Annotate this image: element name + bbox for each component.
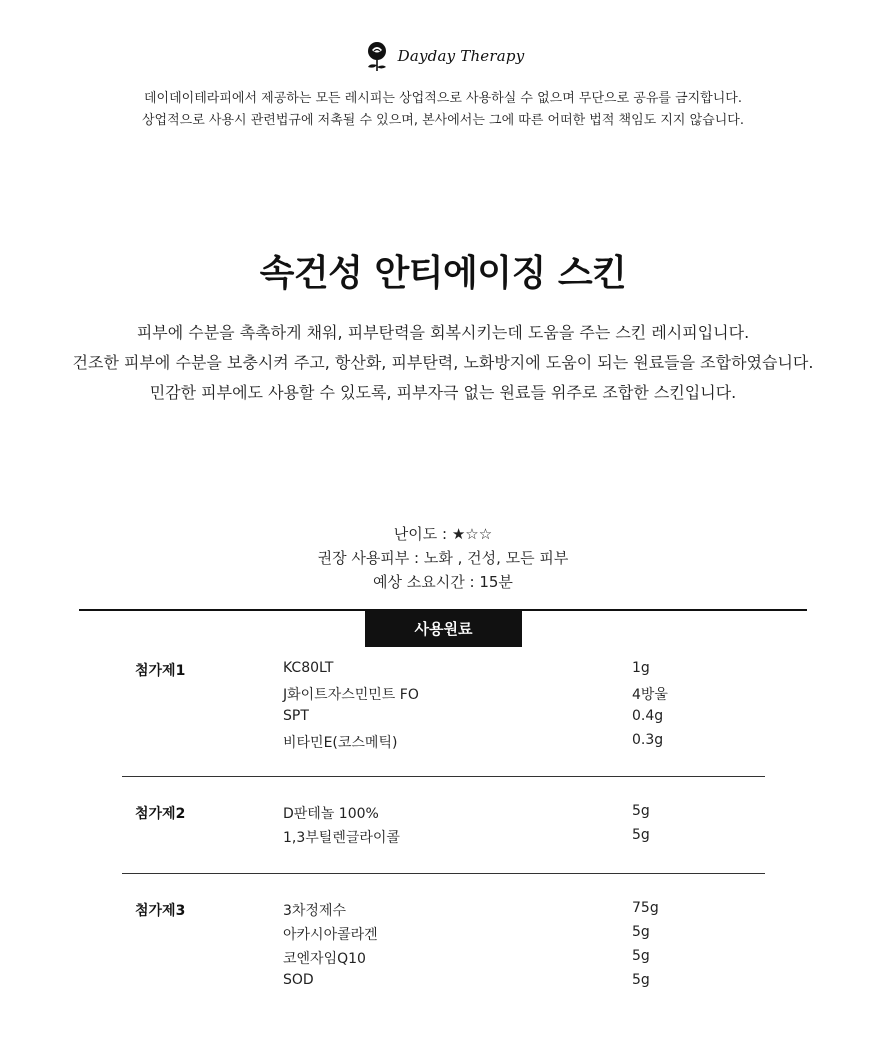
ingredient-amount: 5g <box>632 803 650 819</box>
group-separator <box>122 873 765 874</box>
ingredient-row <box>0 660 886 684</box>
ingredient-amount: 75g <box>632 900 659 916</box>
ingredient-row <box>0 708 886 732</box>
estimated-time: 예상 소요시간 : 15분 <box>373 573 513 591</box>
rose-icon <box>362 40 392 72</box>
group-label: 첨가제2 <box>135 806 186 822</box>
ingredient-amount: 4방울 <box>632 687 668 703</box>
ingredient-name: 1,3부틸렌글라이콜 <box>283 830 400 846</box>
ingredient-row <box>0 827 886 851</box>
ingredient-name: 3차정제수 <box>283 903 347 919</box>
recommended-skin-type: 권장 사용피부 : 노화 , 건성, 모든 피부 <box>317 549 569 567</box>
ingredient-name: J화이트자스민민트 FO <box>283 687 419 703</box>
ingredient-amount: 0.4g <box>632 708 664 724</box>
brand-name: Dayday Therapy <box>397 47 525 65</box>
ingredient-amount: 5g <box>632 972 650 988</box>
group-label: 첨가제3 <box>135 903 186 919</box>
ingredient-row <box>0 948 886 972</box>
description-line: 피부에 수분을 촉촉하게 채워, 피부탄력을 회복시키는데 도움을 주는 스킨 레시피입니다. <box>136 323 750 342</box>
ingredients-header: 사용원료 <box>365 609 522 647</box>
ingredient-amount: 1g <box>632 660 650 676</box>
recipe-description <box>0 318 886 408</box>
recipe-title: 속건성 안티에이징 스킨 <box>259 253 627 294</box>
notice-line: 상업적으로 사용시 관련법규에 저촉될 수 있으며, 본사에서는 그에 따른 어떠한 법적 책임도 지지 않습니다. <box>142 113 744 128</box>
ingredient-name: 아카시아콜라겐 <box>283 927 378 943</box>
ingredient-name: KC80LT <box>283 660 334 676</box>
ingredient-name: SOD <box>283 972 314 988</box>
ingredient-row <box>0 900 886 924</box>
ingredient-name: 코엔자임Q10 <box>283 951 366 967</box>
ingredient-amount: 0.3g <box>632 732 664 748</box>
ingredient-name: 비타민E(코스메틱) <box>283 735 398 751</box>
difficulty: 난이도 : ★☆☆ <box>393 525 493 543</box>
group-label: 첨가제1 <box>135 663 186 679</box>
usage-notice <box>0 88 886 132</box>
ingredient-name: D판테놀 100% <box>283 806 379 822</box>
ingredient-row <box>0 924 886 948</box>
ingredient-row <box>0 972 886 996</box>
ingredient-row <box>0 684 886 708</box>
ingredient-amount: 5g <box>632 924 650 940</box>
ingredient-amount: 5g <box>632 948 650 964</box>
ingredient-row <box>0 803 886 827</box>
ingredient-name: SPT <box>283 708 309 724</box>
description-line: 민감한 피부에도 사용할 수 있도록, 피부자극 없는 원료들 위주로 조합한 스킨입니다. <box>149 383 737 402</box>
notice-line: 데이데이테라피에서 제공하는 모든 레시피는 상업적으로 사용하실 수 없으며 무단으로 공유를 금지합니다. <box>143 91 742 106</box>
recipe-meta <box>0 522 886 594</box>
ingredient-row <box>0 732 886 756</box>
description-line: 건조한 피부에 수분을 보충시켜 주고, 항산화, 피부탄력, 노화방지에 도움이 되는 원료들을 조합하였습니다. <box>72 353 814 372</box>
ingredient-amount: 5g <box>632 827 650 843</box>
group-separator <box>122 776 765 777</box>
brand-logo <box>0 40 886 72</box>
